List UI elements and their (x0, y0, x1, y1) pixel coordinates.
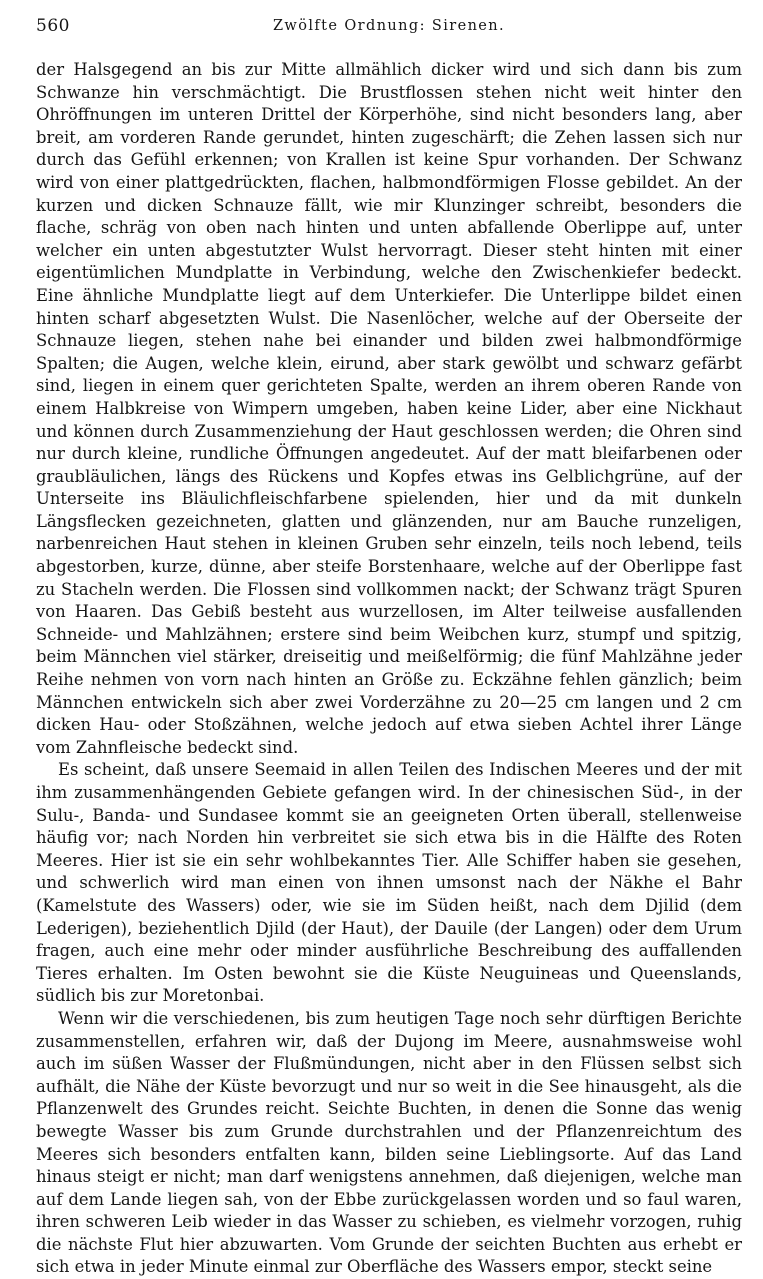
running-title: Zwölfte Ordnung: Sirenen. (272, 18, 506, 34)
paragraph-habitat: Wenn wir die verschiedenen, bis zum heutigen Tage noch sehr dürftigen Berichte zusammenstellen, erfahren wir, daß der Dujong im Meere, ausnahmsweise wohl auch im süßen Wasser der Flußmündungen, nicht aber in den Flüssen selbst sich aufhält, die Nähe der Küste bevorzugt und nur so weit in die See hinausgeht, als die Pflanzenwelt des Grundes reicht. Seichte Buchten, in denen die Sonne das wenig bewegte Wasser bis zum Grunde durchstrahlen und der Pflanzenreichtum des Meeres sich besonders entfalten kann, bilden seine Lieblingsorte. Auf das Land hinaus steigt er nicht; man darf wenigstens annehmen, daß diejenigen, welche man auf dem Lande liegen sah, von der Ebbe zurückgelassen worden und so faul waren, ihren schweren Leib wieder in das Wasser zu schieben, es vielmehr vorzogen, ruhig die nächste Flut hier abzuwarten. Vom Grunde der seichten Buchten aus erhebt er sich etwa in jeder Minute einmal zur Oberfläche des Wassers empor, steckt seine (36, 1008, 742, 1277)
page-number: 560 (36, 16, 70, 36)
paragraph-distribution: Es scheint, daß unsere Seemaid in allen Teilen des Indischen Meeres und der mit ihm zusammenhängenden Gebiete gefangen wird. In der chinesischen Süd-, in der Sulu-, Banda- und Sundasee kommt sie an geeigneten Orten überall, stellenweise häufig vor; nach Norden hin verbreitet sie sich etwa bis in die Hälfte des Roten Meeres. Hier ist sie ein sehr wohlbekanntes Tier. Alle Schiffer haben sie gesehen, und schwerlich wird man einen von ihnen umsonst nach der Näkhe el Bahr (Kamelstute des Wassers) oder, wie sie im Süden heißt, nach dem Djilid (dem Lederigen), beziehentlich Djild (der Haut), der Dauile (der Langen) oder dem Urum fragen, auch eine mehr oder minder ausführliche Beschreibung des auffallenden Tieres erhalten. Im Osten bewohnt sie die Küste Neuguineas und Queenslands, südlich bis zur Moretonbai. (36, 760, 742, 1006)
paragraph-continued: der Halsgegend an bis zur Mitte allmählich dicker wird und sich dann bis zum Schwanze hin verschmächtigt. Die Brustflossen stehen nicht weit hinter den Ohröffnungen im unteren Drittel der Körperhöhe, sind nicht besonders lang, aber breit, am vorderen Rande gerundet, hinten zugeschärft; die Zehen lassen sich nur durch das Gefühl erkennen; von Krallen ist keine Spur vorhanden. Der Schwanz wird von einer plattgedrückten, flachen, halbmondförmigen Flosse gebildet. An der kurzen und dicken Schnauze fällt, wie mir Klunzinger schreibt, besonders die flache, schräg von oben nach hinten und unten abfallende Oberlippe auf, unter welcher ein unten abgestutzter Wulst hervorragt. Dieser steht hinten mit einer eigentümlichen Mundplatte in Verbindung, welche den Zwischenkiefer bedeckt. Eine ähnliche Mundplatte liegt auf dem Unterkiefer. Die Unterlippe bildet einen hinten scharf abgesetzten Wulst. Die Nasenlöcher, welche auf der Oberseite der Schnauze liegen, stehen nahe bei einander und bilden zwei halbmondförmige Spalten; die Augen, welche klein, eirund, aber stark gewölbt und schwarz gefärbt sind, liegen in einem quer gerichteten Spalte, werden an ihrem oberen Rande von einem Halbkreise von Wimpern umgeben, haben keine Lider, aber eine Nickhaut und können durch Zusammenziehung der Haut geschlossen werden; die Ohren sind nur durch kleine, rundliche Öffnungen angedeutet. Auf der matt bleifarbenen oder graubläulichen, längs des Rückens und Kopfes etwas ins Gelblichgrüne, auf der Unterseite ins Bläulichfleischfarbene spielenden, hier und da mit dunkeln Längsflecken gezeichneten, glatten und glänzenden, nur am Bauche runzeligen, narbenreichen Haut stehen in kleinen Gruben sehr einzeln, teils noch lebend, teils abgestorben, kurze, dünne, aber steife Borstenhaare, welche auf der Oberlippe fast zu Stacheln werden. Die Flossen sind vollkommen nackt; der Schwanz trägt Spuren von Haaren. Das Gebiß besteht aus wurzellosen, im Alter teilweise ausfallenden Schneide- und Mahlzähnen; erstere sind beim Weibchen kurz, stumpf und spitzig, beim Männchen viel stärker, dreiseitig und meißelförmig; die fünf Mahlzähne jeder Reihe nehmen von vorn nach hinten an Größe zu. Eckzähne fehlen gänzlich; beim Männchen entwickeln sich aber zwei Vorderzähne zu 20—25 cm langen und 2 cm dicken Hau- oder Stoßzähnen, welche jedoch auf etwa sieben Achtel ihrer Länge vom Zahnfleische bedeckt sind. (36, 60, 742, 757)
page-header (36, 16, 742, 42)
body-text (36, 59, 742, 1279)
